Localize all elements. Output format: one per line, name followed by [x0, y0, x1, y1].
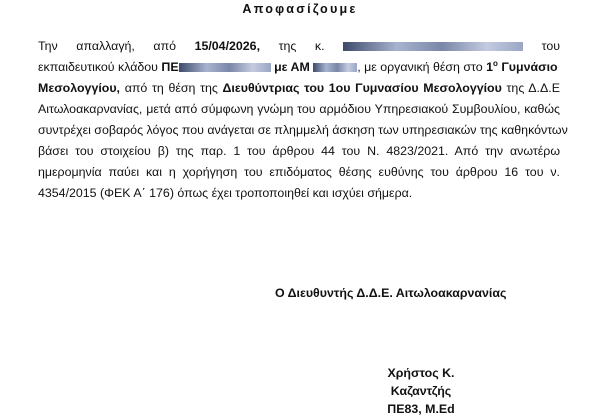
paragraph-line: Αιτωλοακαρνανίας, μετά από σύμφωνη γνώμη του αρμόδιου Υπηρεσιακού Συμβουλίου, καθώς	[38, 102, 560, 116]
ordinal-sup: ο	[493, 59, 498, 68]
release-date: 15/04/2026,	[194, 39, 261, 53]
redacted-am	[313, 63, 357, 72]
text: της Δ.Δ.Ε	[506, 81, 560, 95]
text: Μεσολογγίου,	[38, 81, 121, 95]
paragraph-line: ημερομηνία παύει και η χορήγηση του επιδόματος θέσης ευθύνης του άρθρου 16 του ν.	[38, 165, 560, 179]
signatory-title: Ο Διευθυντής Δ.Δ.Ε. Αιτωλοακαρνανίας	[275, 286, 507, 300]
specialty-code: ΠΕ	[161, 60, 179, 74]
text: του	[541, 39, 560, 53]
signatory-name: Χρήστος Κ. Καζαντζής	[387, 366, 455, 398]
text: Γυμνάσιο	[501, 60, 558, 74]
am-label: με ΑΜ	[274, 60, 310, 74]
redacted-specialty	[179, 63, 271, 72]
signatory	[368, 364, 474, 418]
redacted-name	[343, 42, 523, 51]
text: 1	[486, 60, 494, 74]
signatory-credentials: ΠΕ83, M.Ed	[387, 402, 455, 416]
paragraph-line: 4354/2015 (ΦΕΚ Α΄ 176) όπως έχει τροποποιηθεί και ισχύει σήμερα.	[38, 186, 413, 200]
paragraph-line: βάσει του στοιχείου β) της παρ. 1 του άρθρου 44 του Ν. 4823/2021. Από την ανωτέρω	[38, 144, 560, 158]
text: της κ.	[278, 39, 325, 53]
paragraph-line	[38, 80, 560, 96]
paragraph-line	[38, 38, 560, 54]
text: εκπαιδευτικού κλάδου	[38, 60, 158, 74]
text: Την απαλλαγή, από	[38, 39, 177, 53]
text: από τη θέση της	[124, 81, 218, 95]
paragraph-line: συντρέχει σοβαρός λόγος που ανάγεται σε πλημμελή άσκηση των υπηρεσιακών της καθηκόντων	[38, 123, 568, 137]
decision-heading: Αποφασίζουμε	[242, 2, 358, 16]
text: , με οργανική θέση στο	[357, 60, 483, 74]
paragraph-line	[38, 59, 558, 75]
position-title: Διευθύντριας του 1ου Γυμνασίου Μεσολογγίου	[222, 81, 502, 95]
